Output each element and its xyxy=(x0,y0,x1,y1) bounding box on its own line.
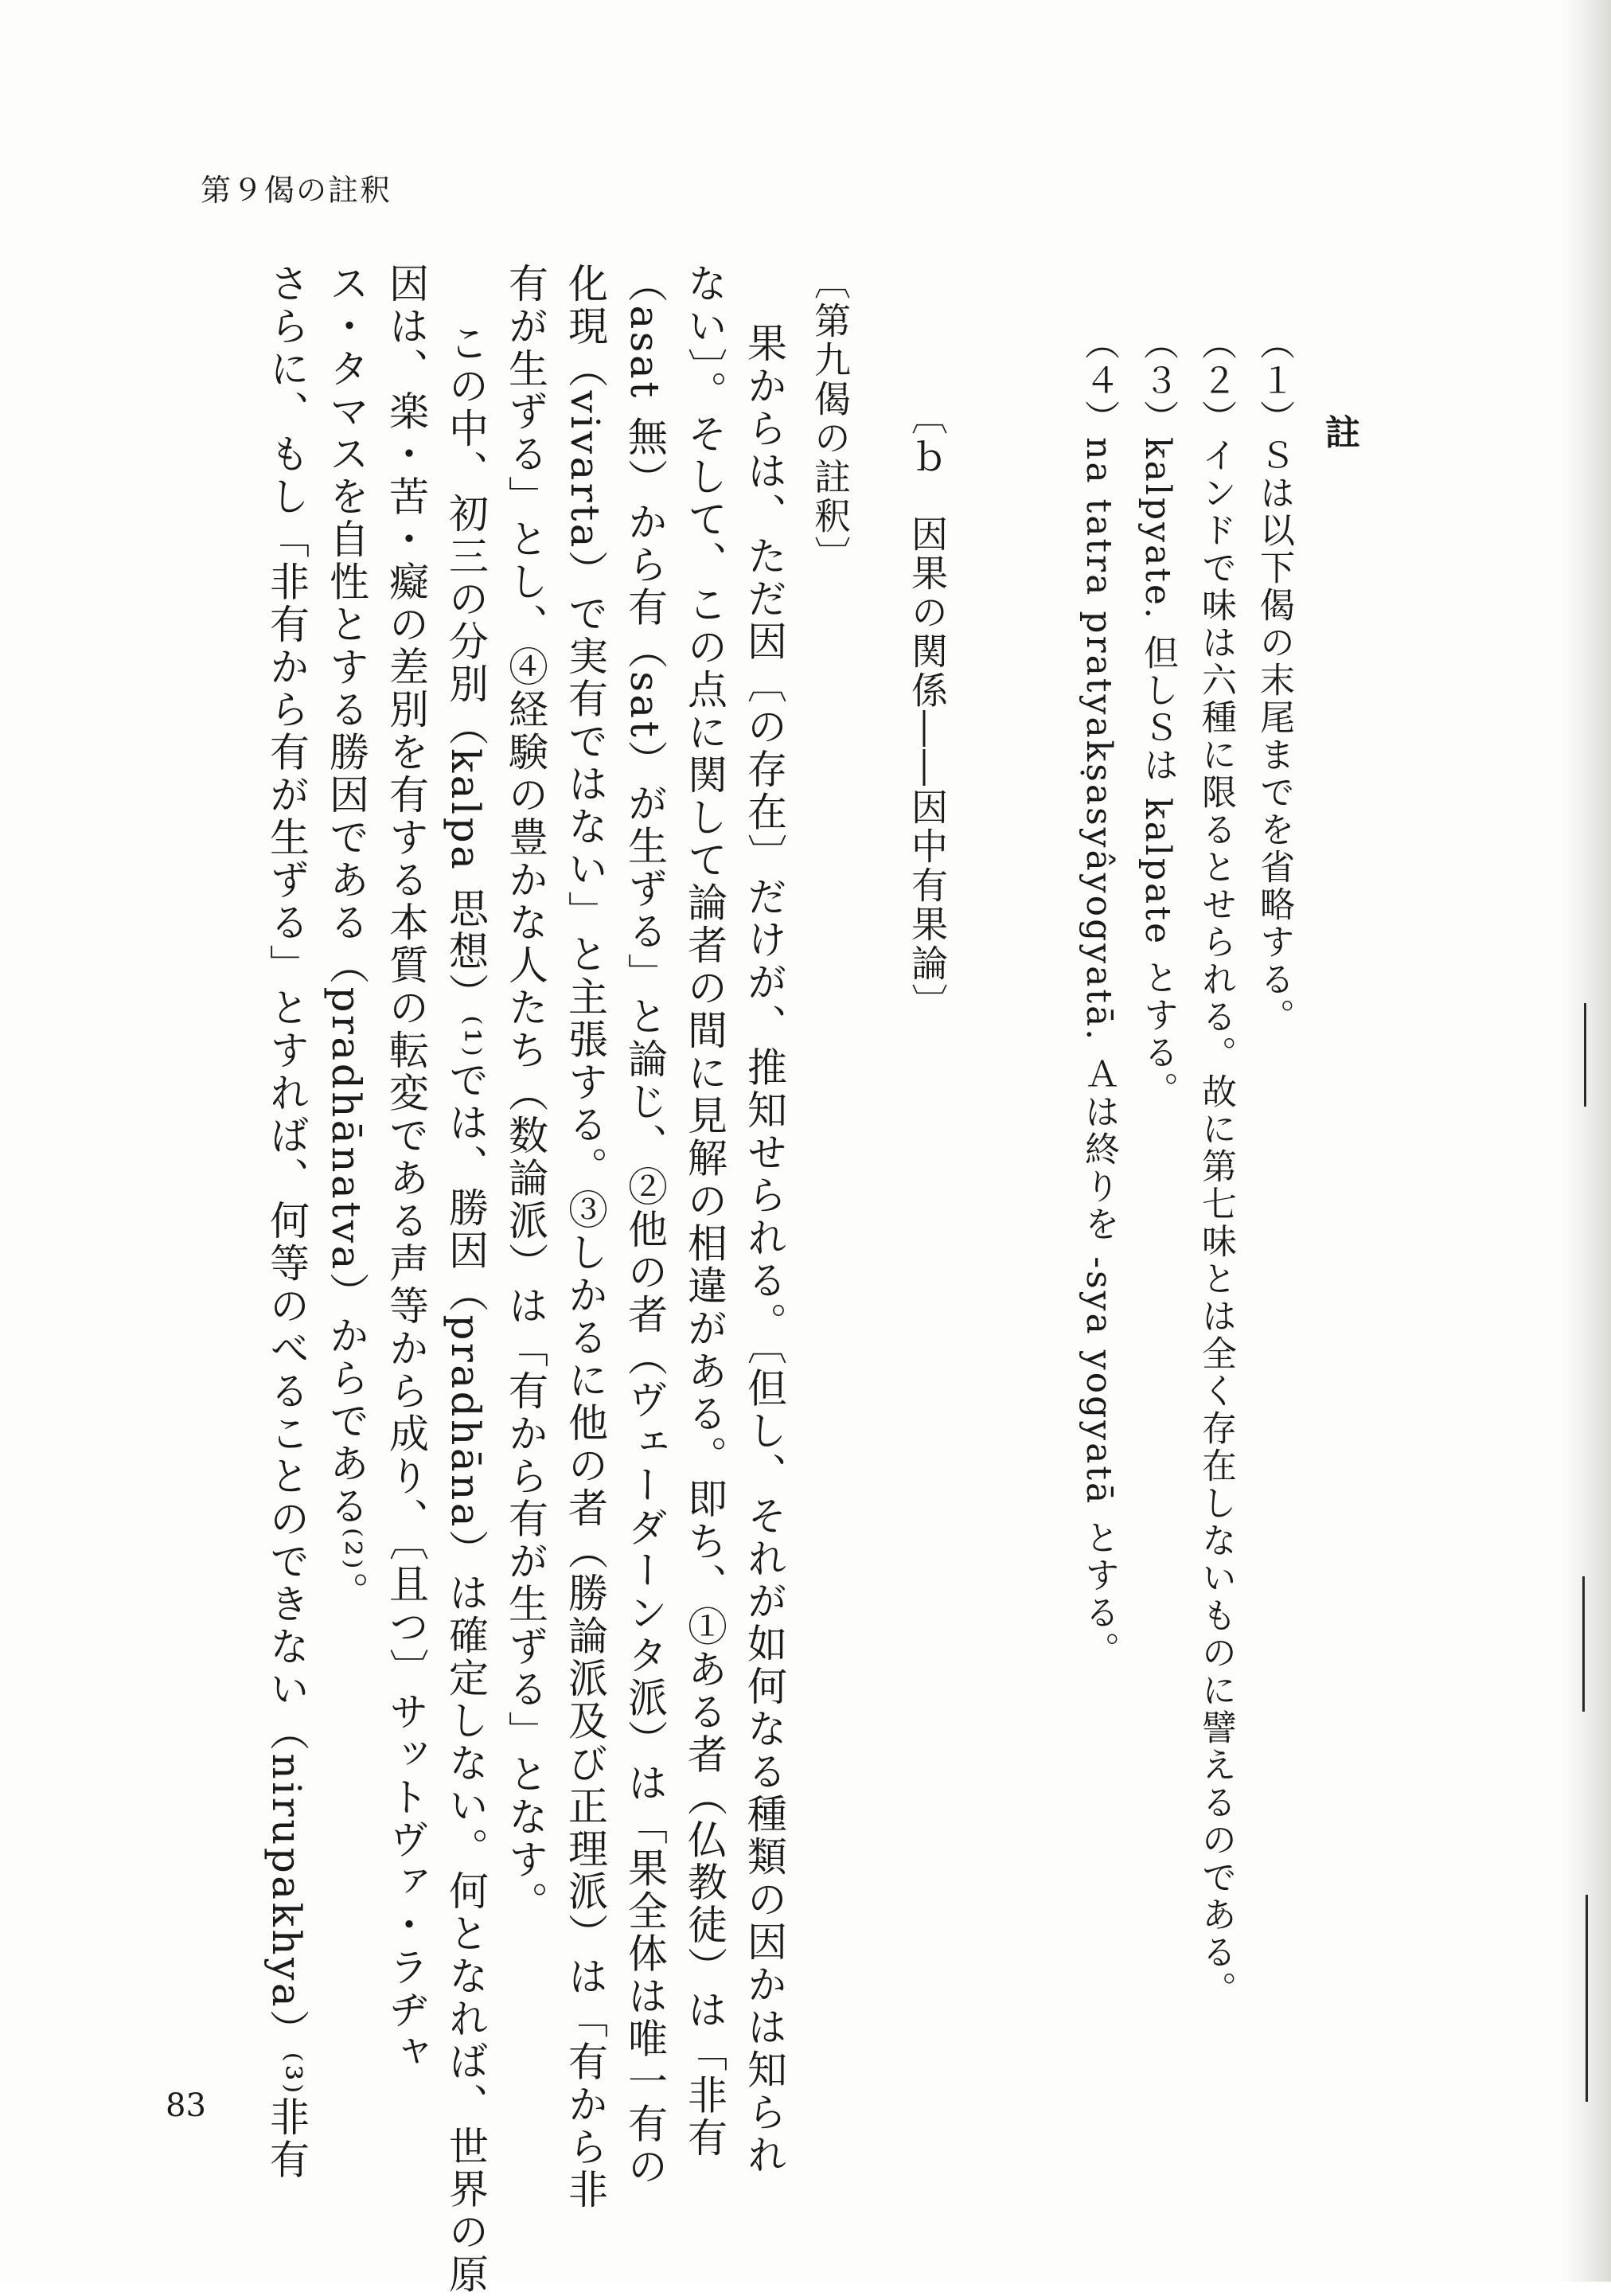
body-line-5: 有が生ずる」とし、④経験の豊かな人たち（数論派）は「有から有が生ずる」となす。 xyxy=(502,263,548,1924)
scan-artifact-line xyxy=(1584,1003,1586,1107)
body-line-2: ない〕。そして、この点に関して論者の間に見解の相違がある。即ち、①ある者（仏教徒）は「非有 xyxy=(681,263,727,2160)
body-line-3: （asat 無）から有（sat）が生ずる」と論じ、②他の者（ヴェーダーンタ派）は「果全体は唯一有の xyxy=(622,263,668,2189)
note-3: （３）kalpyate. 但しＳは kalpate とする。 xyxy=(1137,325,1178,1109)
body-line-4: 化現（vivarta）で実有ではない」と主張する。③しかるに他の者（勝論派及び正理派）は「有から非 xyxy=(562,263,608,2212)
section-heading: 〔ｂ 因果の関係――因中有果論〕 xyxy=(906,398,949,1022)
scan-artifact-line xyxy=(1586,1895,1588,2102)
body-line-7: 因は、楽・苦・癡の差別を有する本質の転変である声等から成り、〔且つ〕サットヴァ・ラヂャ xyxy=(383,263,429,2075)
body-line-9: さらに、もし「非有から有が生ずる」とすれば、何等のべることのできない（nirupakhya）⁽³⁾非有 xyxy=(263,263,310,2181)
body-line-6: この中、初三の分別（kalpa 思想）⁽¹⁾では、勝因（pradhāna）は確定しない。何となれば、世界の原 xyxy=(443,322,489,2296)
page-number: 83 xyxy=(166,2087,206,2124)
notes-heading: 註 xyxy=(1319,414,1359,449)
note-1: （１）Ｓは以下偈の末尾までを省略する。 xyxy=(1254,325,1294,1036)
verse-heading: 〔第九偈の註釈〕 xyxy=(809,263,852,575)
body-line-1: 果からは、ただ因〔の存在〕だけが、推知せられる。〔但し、それが如何なる種類の因かは知られ xyxy=(741,322,787,2177)
note-4: （４）na tatra pratyakṣasyâyogyatā. Ａは終りを -sya yogyatā とする。 xyxy=(1079,325,1119,1669)
running-head: 第９偈の註釈 xyxy=(201,173,392,208)
scan-artifact-line xyxy=(1582,1576,1585,1712)
note-2: （２）インドで味は六種に限るとせられる。故に第七味とは全く存在しないものに譬えるのである。 xyxy=(1196,325,1236,2009)
body-line-8: ス・タマスを自性とする勝因である（pradhānatva）からである⁽²⁾。 xyxy=(323,263,369,1615)
